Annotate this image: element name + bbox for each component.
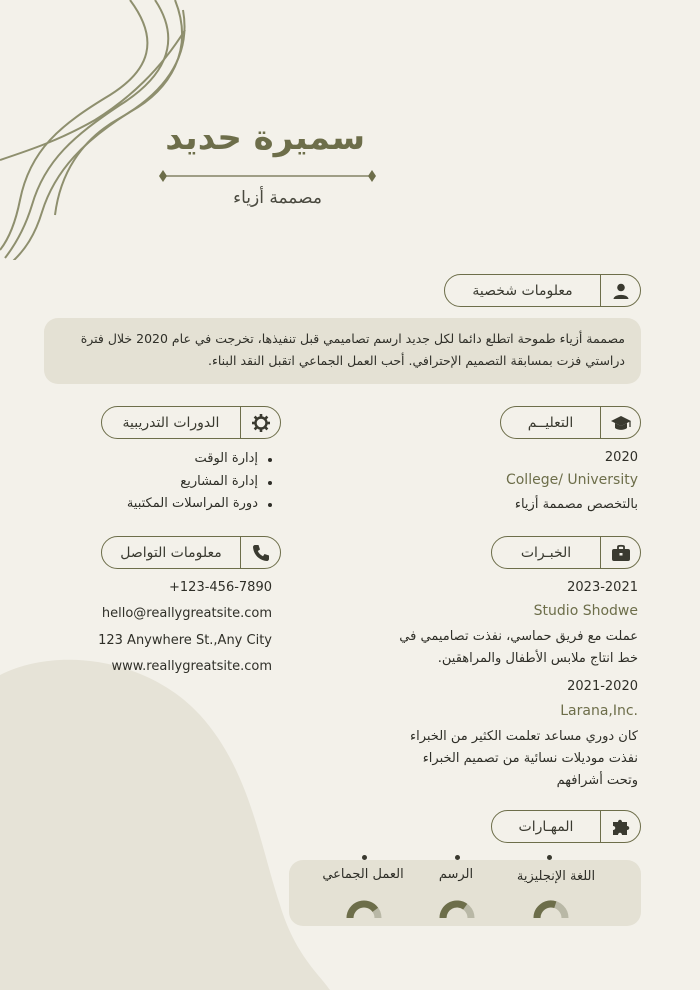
puzzle-icon [600, 811, 640, 842]
skill-dot [455, 855, 460, 860]
contact-address: 123 Anywhere St.,Any City [98, 633, 272, 648]
job-description [358, 726, 638, 792]
title-divider [155, 168, 380, 184]
skill-label: اللغة الإنجليزية [516, 869, 596, 884]
user-icon [600, 275, 640, 306]
job-years: 2023-2021 [567, 580, 638, 595]
skill-gauge-fill [350, 904, 375, 918]
list-item: دورة المراسلات المكتبية [72, 493, 272, 516]
skill-gauge-fill [443, 904, 465, 918]
gear-icon [240, 407, 280, 438]
job-years: 2021-2020 [567, 679, 638, 694]
contact-phone: +123-456-7890 [169, 580, 272, 595]
section-title: معلومات شخصية [472, 282, 573, 299]
skill-gauge [345, 899, 383, 919]
list-item: إدارة المشاريع [72, 471, 272, 494]
job-company: Larana,Inc. [560, 703, 638, 719]
job-description-line: عملت مع فريق حماسي، نفذت تصاميمي في [399, 629, 638, 644]
education-school: College/ University [505, 472, 638, 488]
job-company: Studio Shodwe [533, 603, 638, 619]
decorative-blob [0, 655, 330, 990]
courses-list [72, 448, 272, 516]
skill-dot [362, 855, 367, 860]
candidate-name: سميرة حديد [165, 118, 365, 158]
briefcase-icon [600, 537, 640, 568]
skill-label: الرسم [438, 867, 474, 882]
education-year: 2020 [604, 450, 638, 465]
skill-item [322, 855, 404, 917]
section-title: التعليــم [527, 414, 574, 431]
section-header-courses [101, 406, 281, 439]
job-description-line: وتحت أشرافهم [556, 773, 638, 788]
section-header-skills [491, 810, 641, 843]
job-description-line: خط انتاج ملابس الأطفال والمراهقين. [437, 651, 638, 666]
section-title: الخبـرات [520, 544, 572, 561]
section-header-experience [491, 536, 641, 569]
section-header-contact [101, 536, 281, 569]
graduation-cap-icon [600, 407, 640, 438]
section-header-about [444, 274, 641, 307]
skill-label: العمل الجماعي [322, 867, 404, 882]
job-description-line: كان دوري مساعد تعلمت الكثير من الخبراء [409, 729, 638, 744]
job-description [358, 626, 638, 670]
skill-gauge [532, 899, 570, 919]
section-title: المهـارات [518, 818, 574, 835]
job-description-line: نفذت موديلات نسائية من تصميم الخبراء [422, 751, 638, 766]
skill-gauge [438, 899, 476, 919]
section-header-education [500, 406, 641, 439]
candidate-role: مصممة أزياء [233, 188, 322, 208]
skill-item [426, 855, 486, 917]
section-title: الدورات التدريبية [122, 414, 220, 431]
education-major: بالتخصص مصممة أزياء [514, 497, 638, 512]
section-title: معلومات التواصل [120, 544, 222, 561]
about-text: مصممة أزياء طموحة اتطلع دائما لكل جديد ارسم تصاميمي قبل تنفيذها، تخرجت في عام 2020 خلال فترة دراستي فزت بمسابقة التصميم الإحترافي. أحب العمل الجماعي اتقبل النقد البناء. [44, 318, 641, 384]
skill-dot [547, 855, 552, 860]
skill-gauge-fill [537, 904, 555, 918]
list-item: إدارة الوقت [72, 448, 272, 471]
skill-item [516, 855, 596, 917]
phone-icon [240, 537, 280, 568]
contact-website: www.reallygreatsite.com [111, 659, 272, 674]
contact-email: hello@reallygreatsite.com [101, 606, 272, 621]
